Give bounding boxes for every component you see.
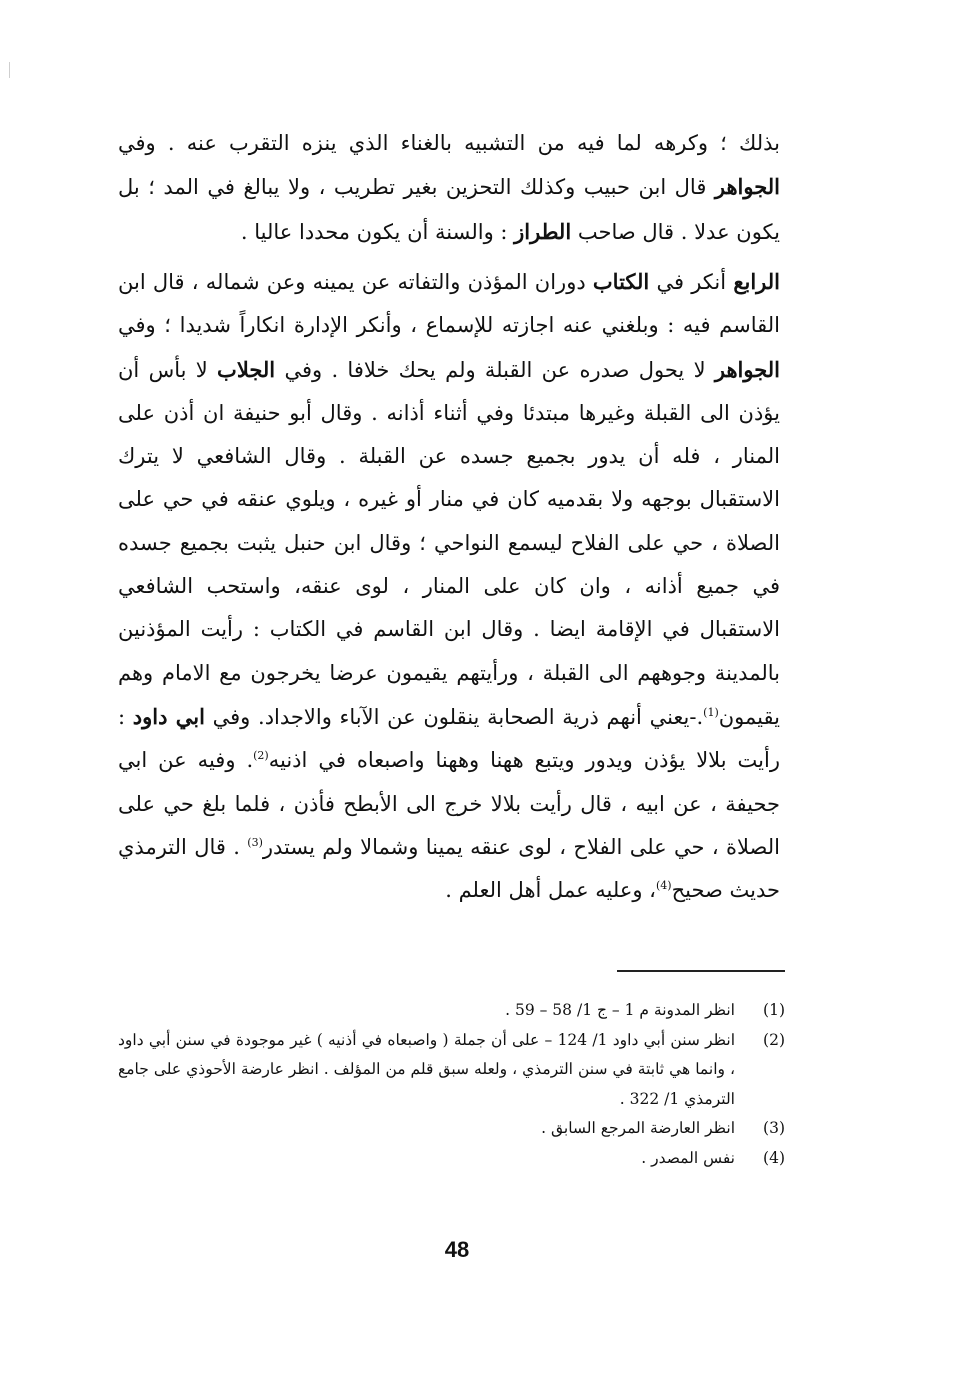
text-run: دوران المؤذن والتفاته عن يمينه وعن شماله ، قال ابن القاسم فيه : وبلغني عنه اجازته للإسماع ، وأنكر الإدارة انكاراً شديدا ؛ وفي xyxy=(118,270,780,338)
footnote-text: انظر سنن أبي داود 1/ 124 – على أن جملة ( واصبعاه في أذنيه ) غير موجودة في سنن أبي داود ، وانما هي ثابتة في سنن الترمذي ، ولعله سبق قلم من المؤلف . انظر عارضة الأحوذي على جامع الترمذي 1/ 322 . xyxy=(118,1030,736,1108)
bold-term: الرابع xyxy=(733,269,780,294)
bold-term: الجواهر xyxy=(714,174,780,200)
footnote-item xyxy=(118,1114,785,1144)
text-run: . وفيه عن ابي جحيفة ، عن ابيه ، قال رأيت بلالا خرج الى الأبطح فأذن ، فلما بلغ حي على الصلاة ، حي على الفلاح ، لوى عنقه يمينا وشمالا ولم يستدر xyxy=(118,748,780,859)
footnote-ref: (2) xyxy=(253,749,269,763)
footnote-separator xyxy=(617,970,785,972)
footnote-number: (1) xyxy=(763,1001,785,1019)
paragraph-2 xyxy=(118,260,780,912)
footnote-text: انظر العارضة المرجع السابق . xyxy=(541,1119,735,1137)
footnote-text: انظر المدونة م 1 – ج 1/ 58 – 59 . xyxy=(505,1001,735,1019)
footnote-text: نفس المصدر . xyxy=(641,1148,735,1167)
footnote-number: (2) xyxy=(763,1030,785,1049)
bold-term: الطراز xyxy=(514,218,572,244)
text-run: بذلك ؛ وكرهه لما فيه من التشبيه بالغناء الذي ينزه التقرب عنه . وفي xyxy=(118,131,780,155)
text-run: لا بأس أن يؤذن الى القبلة وغيرها مبتدئا وفي أثناء أذانه . وقال أبو حنيفة ان أذن على المنار ، فله أن يدور بجميع جسده عن القبلة . وقال الشافعي لا يترك الاستقبال بوجهه ولا بقدميه كان في منار أو غيره ، ويلوي عنقه في حي على الصلاة ، حي على الفلاح ليسمع النواحي ؛ وقال ابن حنبل يثبت بجميع جسده في جميع أذانه ، وان كان على المنار ، لوى عنقه، واستحب الشافعي الاستقبال في الإقامة ايضا . وقال ابن القاسم في الكتاب : رأيت المؤذنين بالمدينة وجوههم الى القبلة ، ورأيتهم يقيمون عرضا يخرجون مع الامام وهم يقيمون xyxy=(118,357,780,729)
text-run: لا يحول صدره عن القبلة ولم يحك خلافا . وفي xyxy=(275,357,715,382)
footnote-item xyxy=(118,996,785,1026)
text-run: ، وعليه عمل أهل العلم . xyxy=(445,878,656,903)
footnote-item xyxy=(118,1144,785,1174)
footnotes-list xyxy=(118,996,785,1173)
footnote-ref: (1) xyxy=(703,705,719,719)
text-run: . قال الترمذي حديث صحيح xyxy=(118,834,780,903)
bold-term: ابي داود xyxy=(132,703,205,729)
footnote-ref: (3) xyxy=(247,835,263,849)
text-run: : والسنة أن يكون محددا عاليا . xyxy=(240,219,515,244)
text-run: .-يعني أنهم ذرية الصحابة ينقلون عن الآباء والاجداد. وفي xyxy=(204,704,704,729)
footnote-ref: (4) xyxy=(655,879,672,893)
footnote-number: (4) xyxy=(763,1148,785,1167)
footnote-item xyxy=(118,1026,785,1115)
bold-term: الجواهر xyxy=(714,356,780,382)
text-run: أنكر في xyxy=(649,270,734,294)
text-run: : رأيت بلالا يؤذن ويدور ويتبع ههنا وههنا واصبعاه في اذنيه xyxy=(118,704,780,773)
page-number: 48 xyxy=(444,1237,470,1262)
bold-term: الكتاب xyxy=(592,269,650,294)
bold-term: الجلاب xyxy=(217,356,276,382)
text-run: قال ابن حبيب وكذلك التحزين بغير تطريب ، ولا يبالغ في المد ؛ بل يكون عدلا . قال صاحب xyxy=(118,175,780,244)
paragraph-1 xyxy=(118,122,780,254)
footnote-number: (3) xyxy=(763,1119,785,1137)
